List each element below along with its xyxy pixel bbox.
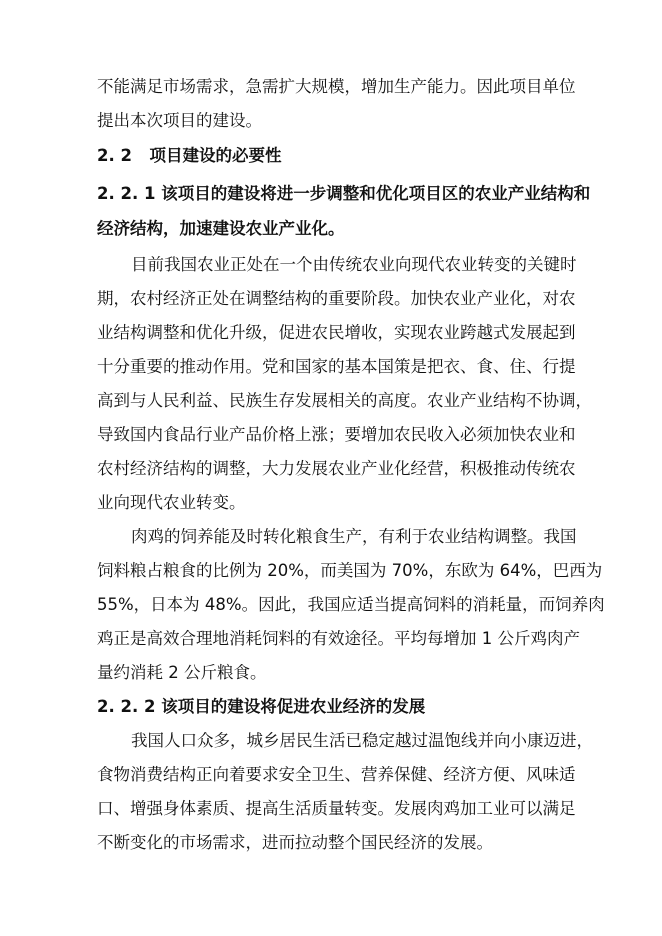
paragraph-line: 十分重要的推动作用。党和国家的基本国策是把衣、食、住、行提 — [97, 357, 576, 376]
paragraph-line: 农村经济结构的调整，大力发展农业产业化经营，积极推动传统农 — [97, 459, 576, 478]
paragraph-line: 期，农村经济正处在调整结构的重要阶段。加快农业产业化，对农 — [97, 289, 576, 308]
paragraph-line: 食物消费结构正向着要求安全卫生、营养保健、经济方便、风味适 — [97, 765, 576, 784]
paragraph-line: 业向现代农业转变。 — [97, 493, 246, 512]
section-title: 项目建设的必要性 — [149, 146, 282, 165]
paragraph-line: 肉鸡的饲养能及时转化粮食生产，有利于农业结构调整。我国 — [131, 527, 577, 546]
intro-line: 提出本次项目的建设。 — [97, 111, 262, 130]
section-2-2-1-heading-line: 2. 2. 1 该项目的建设将进一步调整和优化项目区的农业产业结构和 — [97, 184, 591, 203]
section-number: 2. 2 — [97, 146, 132, 165]
paragraph-line: 鸡正是高效合理地消耗饲料的有效途径。平均每增加 1 公斤鸡肉产 — [97, 629, 580, 648]
paragraph-line: 导致国内食品行业产品价格上涨；要增加农民收入必须加快农业和 — [97, 425, 576, 444]
paragraph-line: 业结构调整和优化升级，促进农民增收，实现农业跨越式发展起到 — [97, 323, 576, 342]
section-2-2-1-heading-line: 经济结构，加速建设农业产业化。 — [97, 219, 345, 238]
paragraph-line: 口、增强身体素质、提高生活质量转变。发展肉鸡加工业可以满足 — [97, 799, 576, 818]
paragraph-line: 高到与人民利益、民族生存发展相关的高度。农业产业结构不协调， — [97, 391, 592, 410]
paragraph-line: 量约消耗 2 公斤粮食。 — [97, 663, 267, 682]
paragraph-line: 55%，日本为 48%。因此，我国应适当提高饲料的消耗量，而饲养肉 — [97, 595, 605, 614]
section-2-2-heading — [97, 146, 577, 166]
section-2-2-2-heading: 2. 2. 2 该项目的建设将促进农业经济的发展 — [97, 697, 426, 716]
paragraph-line: 不断变化的市场需求，进而拉动整个国民经济的发展。 — [97, 833, 493, 852]
paragraph-line: 目前我国农业正处在一个由传统农业向现代农业转变的关键时 — [131, 255, 577, 274]
paragraph-line: 饲料粮占粮食的比例为 20%，而美国为 70%，东欧为 64%，巴西为 — [97, 561, 603, 580]
paragraph-line: 我国人口众多，城乡居民生活已稳定越过温饱线并向小康迈进， — [131, 731, 593, 750]
intro-line: 不能满足市场需求，急需扩大规模，增加生产能力。因此项目单位 — [97, 77, 576, 96]
